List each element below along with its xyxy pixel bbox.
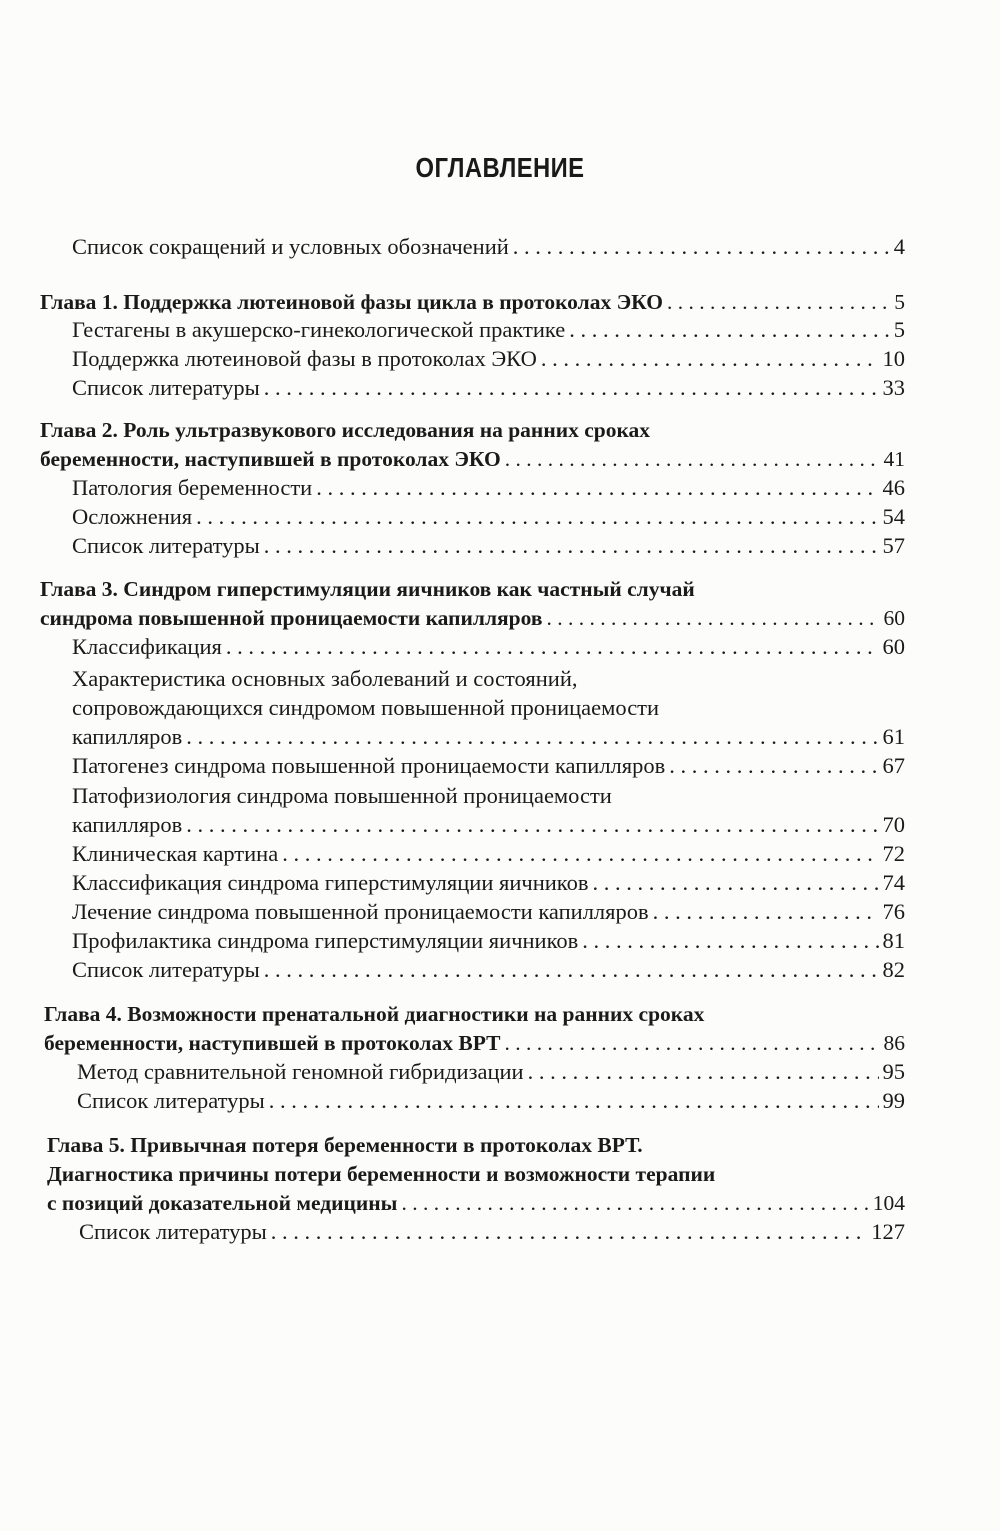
toc-page-number: 60 [883, 606, 905, 630]
toc-entry-text: с позиций доказательной медицины [47, 1191, 398, 1215]
dot-leader [264, 373, 879, 403]
toc-entry-classification [72, 632, 905, 662]
toc-page-number: 5 [894, 290, 905, 314]
toc-entry-text: Клиническая картина [72, 841, 279, 866]
toc-entry-text: беременности, наступившей в протоколах ВРТ [44, 1031, 501, 1055]
toc-entry-text: Список литературы [79, 1219, 267, 1244]
toc-page-number: 127 [871, 1219, 905, 1244]
toc-entry-text: Список литературы [77, 1088, 265, 1113]
toc-chapter-2-line1: Глава 2. Роль ультразвукового исследования на ранних сроках [40, 418, 651, 442]
dot-leader [653, 897, 879, 927]
toc-page-number: 41 [883, 447, 905, 471]
page-title: ОГЛАВЛЕНИЕ [415, 152, 585, 183]
dot-leader [592, 868, 878, 898]
toc-page-number: 46 [882, 475, 905, 500]
dot-leader [569, 315, 889, 345]
toc-chapter-3 [40, 603, 905, 633]
toc-entry-prevention [72, 926, 905, 956]
toc-page-number: 81 [882, 928, 905, 953]
toc-entry-text: капилляров [72, 724, 183, 749]
dot-leader [282, 839, 878, 869]
dot-leader [401, 1188, 868, 1218]
dot-leader [196, 502, 878, 532]
toc-entry-text: Метод сравнительной геномной гибридизации [77, 1059, 524, 1084]
toc-entry-text: Классификация [72, 634, 222, 659]
dot-leader [264, 531, 879, 561]
toc-entry-treatment [72, 897, 905, 927]
toc-entry-gestagens [72, 315, 905, 345]
toc-entry-text: Список литературы [72, 957, 260, 982]
toc-page-number: 86 [883, 1031, 905, 1055]
dot-leader [504, 1028, 879, 1058]
toc-entry-references-3 [72, 955, 905, 985]
toc-chapter-5 [47, 1188, 905, 1218]
toc-page-number: 95 [882, 1059, 905, 1084]
toc-entry-characteristics-line2: сопровождающихся синдромом повышенной проницаемости [72, 695, 660, 720]
toc-entry-text: беременности, наступившей в протоколах ЭКО [40, 447, 501, 471]
dot-leader [271, 1217, 867, 1247]
toc-chapter-4-line1: Глава 4. Возможности пренатальной диагностики на ранних сроках [44, 1002, 705, 1026]
toc-chapter-1 [40, 287, 905, 317]
dot-leader [186, 722, 878, 752]
toc-entry-text: Список литературы [72, 375, 260, 400]
toc-entry-references-1 [72, 373, 905, 403]
toc-entry-clinical-picture [72, 839, 905, 869]
toc-entry-references-5 [79, 1217, 905, 1247]
toc-entry-abbreviations [72, 232, 905, 262]
toc-page-number: 82 [882, 957, 905, 982]
toc-entry-text: Патология беременности [72, 475, 313, 500]
toc-entry-text: Осложнения [72, 504, 193, 529]
toc-page-number: 72 [882, 841, 905, 866]
toc-entry-characteristics-line1: Характеристика основных заболеваний и состояний, [72, 666, 578, 691]
toc-page-number: 4 [893, 234, 905, 259]
toc-entry-text: Патогенез синдрома повышенной проницаемости капилляров [72, 753, 666, 778]
toc-entry-text: синдрома повышенной проницаемости капилляров [40, 606, 543, 630]
dot-leader [264, 955, 879, 985]
toc-page-number: 54 [882, 504, 905, 529]
dot-leader [316, 473, 878, 503]
toc-entry-text: Профилактика синдрома гиперстимуляции яичников [72, 928, 579, 953]
toc-entry-complications [72, 502, 905, 532]
toc-page-number: 60 [882, 634, 905, 659]
dot-leader [505, 444, 880, 474]
toc-chapter-5-line1: Глава 5. Привычная потеря беременности в протоколах ВРТ. [47, 1133, 643, 1157]
dot-leader [582, 926, 878, 956]
dot-leader [226, 632, 879, 662]
toc-page-number: 74 [882, 870, 905, 895]
toc-page-number: 57 [882, 533, 905, 558]
toc-entry-cgh-method [77, 1057, 905, 1087]
toc-entry-ohss-classification [72, 868, 905, 898]
toc-entry-pathogenesis [72, 751, 905, 781]
toc-entry-text: Лечение синдрома повышенной проницаемости капилляров [72, 899, 649, 924]
dot-leader [667, 287, 890, 317]
toc-entry-text: Поддержка лютеиновой фазы в протоколах ЭКО [72, 346, 537, 371]
toc-chapter-2 [40, 444, 905, 474]
toc-entry-text: Классификация синдрома гиперстимуляции яичников [72, 870, 589, 895]
toc-entry-luteal-support [72, 344, 905, 374]
dot-leader [513, 232, 890, 262]
toc-page-number: 33 [882, 375, 905, 400]
dot-leader [269, 1086, 879, 1116]
dot-leader [546, 603, 879, 633]
toc-page-number: 76 [882, 899, 905, 924]
toc-entry-references-2 [72, 531, 905, 561]
toc-page-number: 67 [882, 753, 905, 778]
dot-leader [669, 751, 878, 781]
toc-entry-characteristics [72, 722, 905, 752]
toc-page-number: 70 [882, 812, 905, 837]
toc-entry-text: Гестагены в акушерско-гинекологической практике [72, 317, 566, 342]
toc-chapter-3-line1: Глава 3. Синдром гиперстимуляции яичников как частный случай [40, 577, 695, 601]
toc-entry-references-4 [77, 1086, 905, 1116]
toc-page-number: 104 [872, 1191, 905, 1215]
toc-chapter-5-line2: Диагностика причины потери беременности и возможности терапии [47, 1162, 716, 1186]
toc-page-number: 5 [893, 317, 905, 342]
toc-page-number: 10 [882, 346, 905, 371]
dot-leader [528, 1057, 879, 1087]
toc-entry-pathophysiology-line1: Патофизиология синдрома повышенной проницаемости [72, 783, 612, 808]
dot-leader [186, 810, 878, 840]
dot-leader [541, 344, 879, 374]
toc-page-number: 99 [882, 1088, 905, 1113]
toc-entry-pathophysiology [72, 810, 905, 840]
toc-chapter-4 [44, 1028, 905, 1058]
toc-entry-text: капилляров [72, 812, 183, 837]
toc-entry-text: Список сокращений и условных обозначений [72, 234, 509, 259]
toc-page-number: 61 [882, 724, 905, 749]
toc-entry-text: Список литературы [72, 533, 260, 558]
toc-entry-pregnancy-pathology [72, 473, 905, 503]
toc-entry-text: Глава 1. Поддержка лютеиновой фазы цикла в протоколах ЭКО [40, 290, 663, 314]
